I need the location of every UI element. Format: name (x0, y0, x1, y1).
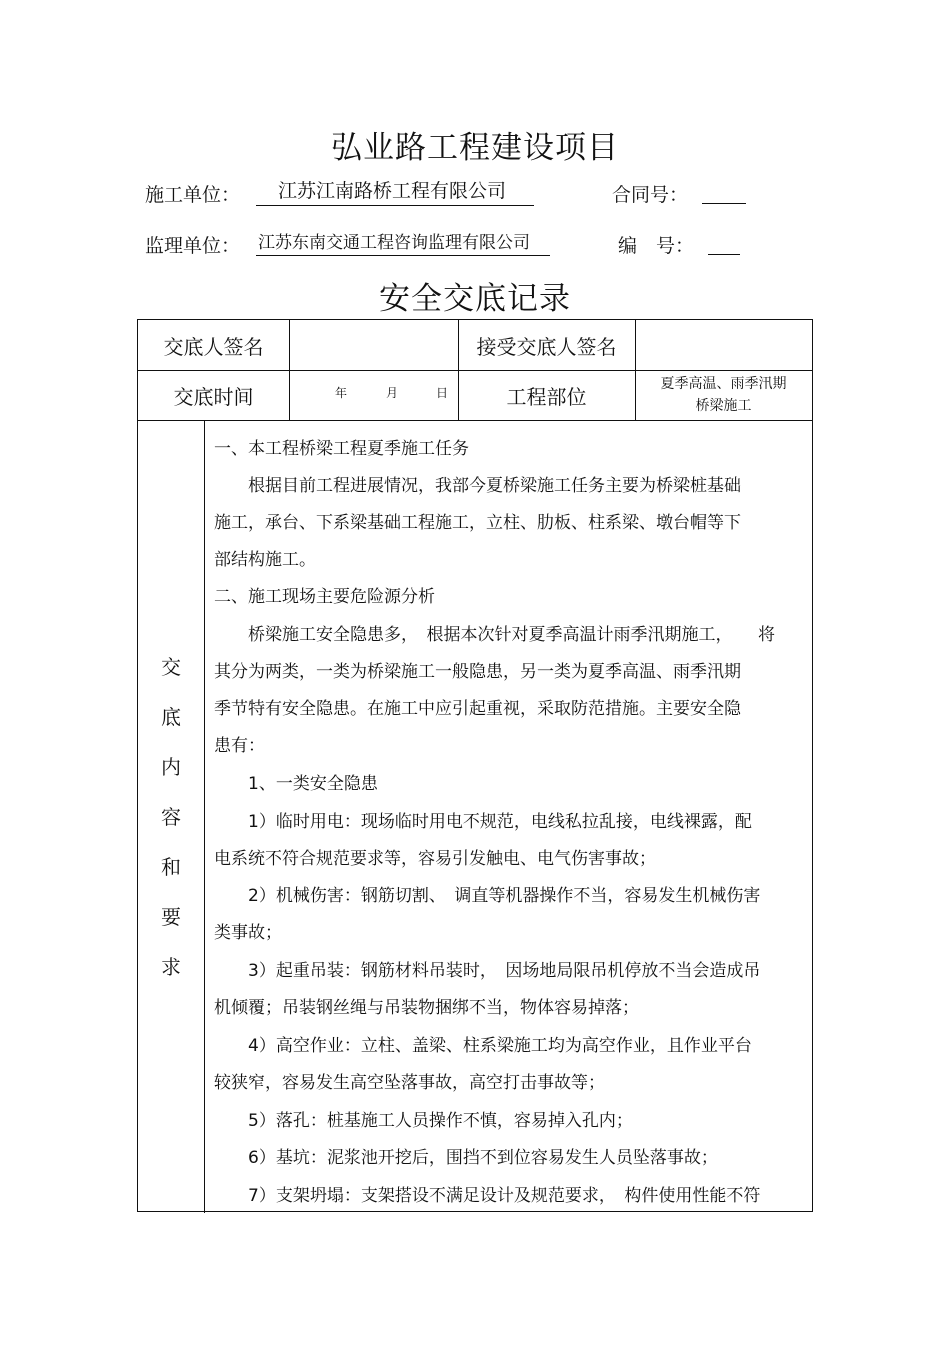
content-line: 7）支架坍塌：支架搭设不满足设计及规范要求， 构件使用性能不符 (214, 1186, 761, 1206)
row-divider (138, 420, 812, 421)
content-line: 类事故； (214, 923, 282, 943)
time-label: 交底时间 (173, 384, 254, 409)
content-side-label (138, 420, 204, 1213)
content-line: 部结构施工。 (214, 550, 316, 570)
content-line: 机倾覆；吊装钢丝绳与吊装物捆绑不当，物体容易掉落； (214, 998, 639, 1018)
content-line: 其分为两类，一类为桥梁施工一般隐患，另一类为夏季高温、雨季汛期 (214, 662, 741, 682)
date-month: 月 (386, 386, 399, 400)
side-char: 交 (161, 654, 181, 679)
content-line: 1）临时用电：现场临时用电不规范，电线私拉乱接，电线裸露，配 (214, 812, 752, 832)
project-part-label: 工程部位 (506, 384, 587, 409)
serial-no-blank (708, 232, 740, 255)
content-line: 一、本工程桥梁工程夏季施工任务 (214, 439, 469, 459)
side-char: 内 (161, 754, 181, 779)
col-divider (204, 420, 205, 1213)
disclosure-table (137, 319, 813, 1212)
supervisor-label: 监理单位： (145, 235, 241, 257)
content-line: 5）落孔：桩基施工人员操作不慎，容易掉入孔内； (214, 1111, 633, 1131)
supervisor-value: 江苏东南交通工程咨询监理有限公司 (256, 233, 550, 256)
serial-no-label: 编 号： (618, 235, 695, 257)
discloser-sign-field[interactable] (289, 320, 458, 370)
project-title: 弘业路工程建设项目 (331, 130, 619, 166)
content-line: 1、一类安全隐患 (214, 774, 378, 794)
content-line: 根据目前工程进展情况，我部今夏桥梁施工任务主要为桥梁桩基础 (214, 476, 741, 496)
content-line: 较狭窄，容易发生高空坠落事故，高空打击事故等； (214, 1073, 605, 1093)
side-char: 底 (161, 704, 181, 729)
project-part-value (635, 370, 812, 420)
content-line: 患有： (214, 736, 265, 756)
content-line: 电系统不符合规范要求等，容易引发触电、电气伤害事故； (214, 849, 656, 869)
record-title: 安全交底记录 (379, 281, 571, 317)
content-line: 二、施工现场主要危险源分析 (214, 587, 435, 607)
date-day: 日 (436, 386, 449, 400)
date-year: 年 (335, 386, 348, 400)
project-part-line1: 夏季高温、雨季汛期 (660, 376, 787, 392)
discloser-sign-label: 交底人签名 (163, 334, 264, 359)
side-char: 容 (161, 804, 181, 829)
receiver-sign-label: 接受交底人签名 (476, 334, 617, 359)
side-char: 和 (161, 854, 181, 879)
contractor-value: 江苏江南路桥工程有限公司 (256, 180, 534, 206)
contractor-label: 施工单位： (145, 184, 241, 206)
receiver-sign-field[interactable] (635, 320, 812, 370)
content-line: 季节特有安全隐患。在施工中应引起重视，采取防范措施。主要安全隐 (214, 699, 741, 719)
content-line: 3）起重吊装：钢筋材料吊装时， 因场地局限吊机停放不当会造成吊 (214, 961, 761, 981)
content-line: 4）高空作业：立柱、盖梁、柱系梁施工均为高空作业，且作业平台 (214, 1036, 752, 1056)
contract-no-blank (702, 181, 746, 204)
content-line: 6）基坑：泥浆池开挖后，围挡不到位容易发生人员坠落事故； (214, 1148, 718, 1168)
project-part-line2: 桥梁施工 (695, 398, 752, 414)
contract-no-label: 合同号： (612, 184, 689, 206)
content-line: 桥梁施工安全隐患多， 根据本次针对夏季高温计雨季汛期施工， 将 (214, 625, 775, 645)
side-char: 要 (161, 904, 181, 929)
side-char: 求 (161, 954, 181, 979)
content-line: 2）机械伤害：钢筋切割、 调直等机器操作不当，容易发生机械伤害 (214, 886, 761, 906)
content-line: 施工，承台、下系梁基础工程施工，立柱、肋板、柱系梁、墩台帽等下 (214, 513, 741, 533)
